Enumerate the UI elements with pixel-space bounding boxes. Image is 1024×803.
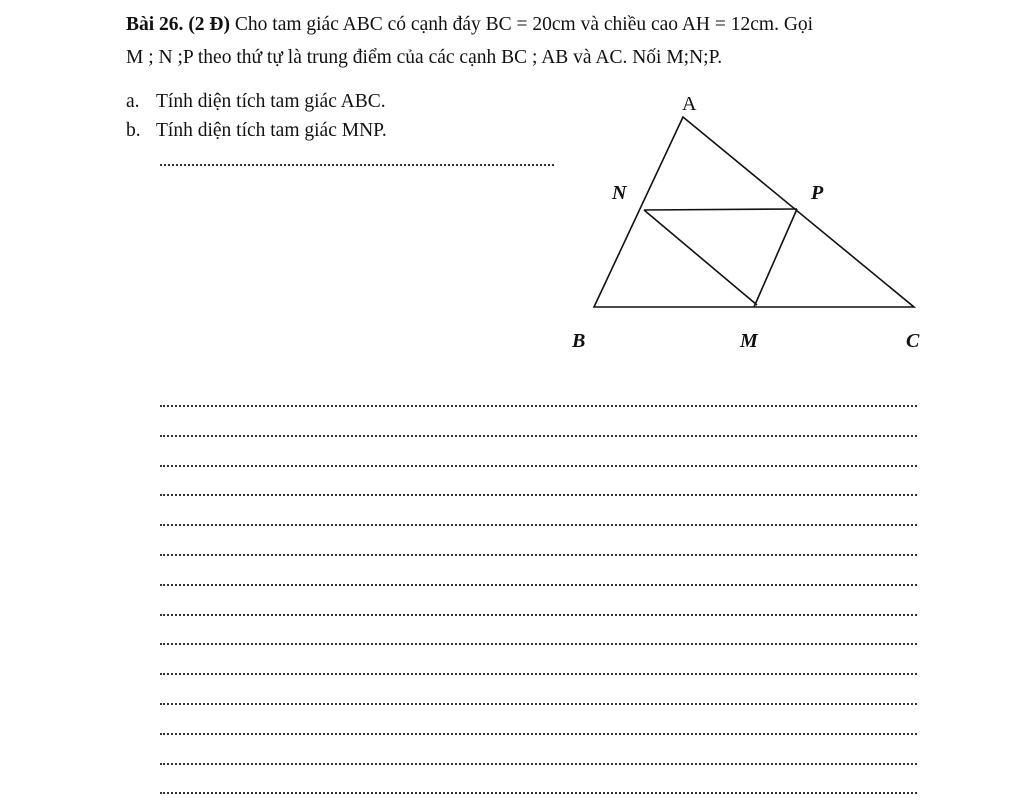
segment-np — [644, 209, 797, 210]
task-b-text: Tính diện tích tam giác MNP. — [156, 120, 387, 141]
answer-line[interactable] — [160, 673, 917, 675]
answer-line[interactable] — [160, 643, 917, 645]
answer-line[interactable] — [160, 763, 917, 765]
task-b-marker: b. — [126, 120, 141, 141]
answer-line[interactable] — [160, 584, 917, 586]
answer-line[interactable] — [160, 554, 917, 556]
problem-number: Bài 26. — [126, 14, 184, 35]
segment-pm — [754, 209, 797, 307]
triangle-abc — [594, 117, 914, 307]
problem-points: (2 Đ) — [188, 14, 231, 35]
label-b: B — [572, 330, 586, 352]
segment-nm — [644, 210, 757, 305]
label-p: P — [811, 182, 824, 204]
answer-line[interactable] — [160, 405, 917, 407]
problem-text-line-2: M ; N ;P theo thứ tự là trung điểm của các cạnh BC ; AB và AC. Nối M;N;P. — [126, 47, 723, 68]
problem-text-line-1: Cho tam giác ABC có cạnh đáy BC = 20cm và chiều cao AH = 12cm. Gọi — [230, 14, 814, 35]
answer-line[interactable] — [160, 465, 917, 467]
answer-line[interactable] — [160, 494, 917, 496]
task-a-text: Tính diện tích tam giác ABC. — [156, 91, 386, 112]
label-a: A — [682, 93, 697, 115]
answer-line[interactable] — [160, 435, 917, 437]
answer-line[interactable] — [160, 703, 917, 705]
answer-line[interactable] — [160, 614, 917, 616]
label-c: C — [906, 330, 920, 352]
answer-line[interactable] — [160, 733, 917, 735]
answer-line[interactable] — [160, 524, 917, 526]
task-a-marker: a. — [126, 91, 140, 112]
label-m: M — [740, 330, 758, 352]
answer-line[interactable] — [160, 792, 917, 794]
label-n: N — [612, 182, 627, 204]
